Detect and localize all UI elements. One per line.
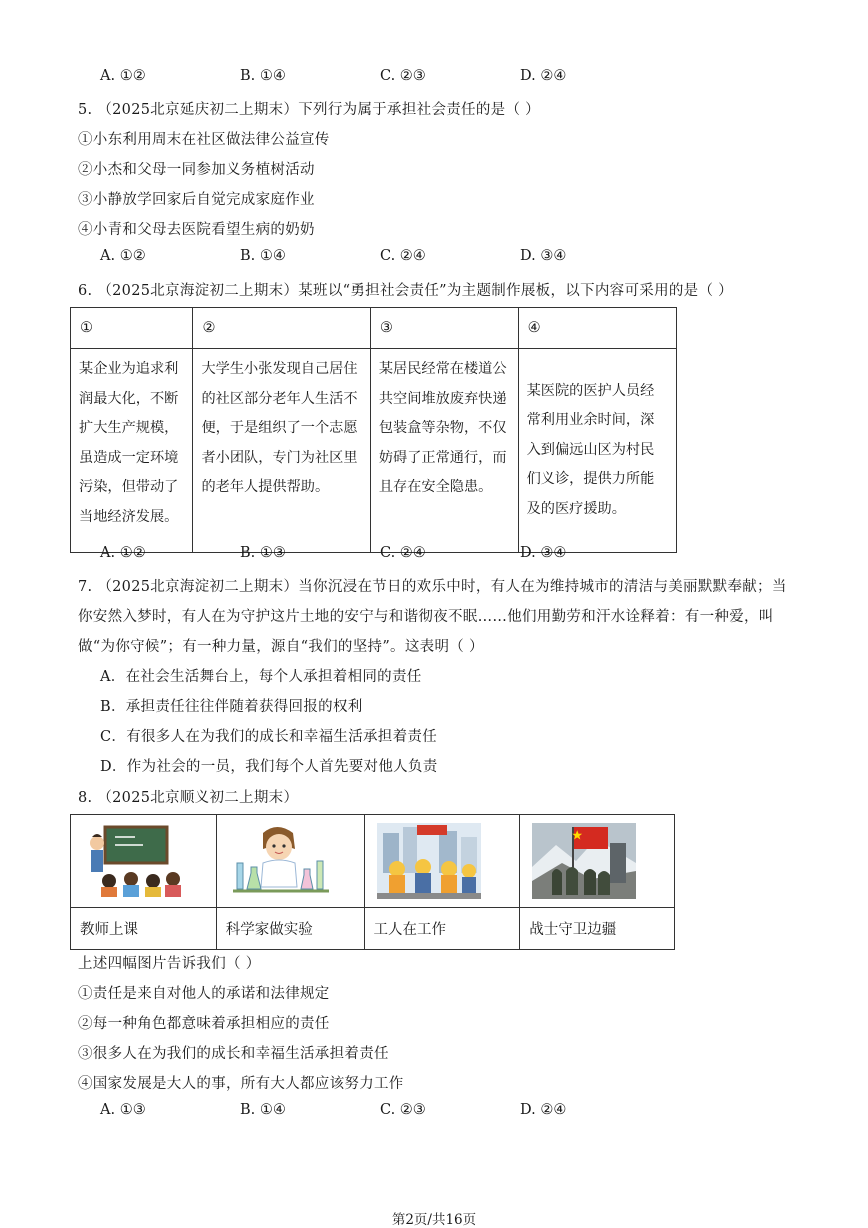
option[interactable]: B. ①④ bbox=[240, 248, 286, 264]
option[interactable]: C．有很多人在为我们的成长和幸福生活承担着责任 bbox=[100, 729, 437, 745]
option[interactable]: A. ①③ bbox=[100, 1102, 146, 1118]
q4-options bbox=[100, 68, 660, 84]
option[interactable]: C. ②④ bbox=[380, 248, 426, 264]
picture-cell bbox=[520, 815, 675, 908]
q7-stem-line: 你安然入梦时，有人在为守护这片土地的安宁与和谐彻夜不眠……他们用勤劳和汗水诠释着：有一种爱，叫 bbox=[78, 609, 774, 625]
picture-caption: 战士守卫边疆 bbox=[520, 908, 675, 950]
q8-stem: 8. （2025北京顺义初二上期末） bbox=[78, 790, 299, 806]
q8-item: ②每一种角色都意味着承担相应的责任 bbox=[78, 1016, 330, 1032]
option[interactable]: A. ①② bbox=[100, 248, 146, 264]
option[interactable]: A．在社会生活舞台上，每个人承担着相同的责任 bbox=[100, 669, 422, 685]
option[interactable]: C. ②③ bbox=[380, 68, 426, 84]
picture-caption: 工人在工作 bbox=[364, 908, 520, 950]
option[interactable]: C. ②④ bbox=[380, 545, 426, 561]
picture-caption: 教师上课 bbox=[71, 908, 217, 950]
option[interactable]: B. ①④ bbox=[240, 68, 286, 84]
q8-picture-table bbox=[70, 814, 675, 950]
q5-item: ②小杰和父母一同参加义务植树活动 bbox=[78, 162, 315, 178]
q6-options bbox=[100, 545, 660, 561]
option[interactable]: A. ①② bbox=[100, 545, 146, 561]
q8-item: ④国家发展是大人的事，所有大人都应该努力工作 bbox=[78, 1076, 404, 1092]
page-footer: 第2页/共16页 bbox=[391, 1212, 477, 1228]
q8-item: ①责任是来自对他人的承诺和法律规定 bbox=[78, 986, 330, 1002]
picture-cell bbox=[216, 815, 364, 908]
q5-item: ④小青和父母去医院看望生病的奶奶 bbox=[78, 222, 315, 238]
picture-cell bbox=[71, 815, 217, 908]
picture-caption: 科学家做实验 bbox=[216, 908, 364, 950]
q8-question: 上述四幅图片告诉我们（ ） bbox=[78, 956, 261, 972]
option[interactable]: D. ③④ bbox=[520, 545, 567, 561]
q6-stem: 6. （2025北京海淀初二上期末）某班以“勇担社会责任”为主题制作展板，以下内容可采用的是（ ） bbox=[78, 283, 733, 299]
q5-options bbox=[100, 248, 660, 264]
q5-stem: 5. （2025北京延庆初二上期末）下列行为属于承担社会责任的是（ ） bbox=[78, 102, 540, 118]
q6-table bbox=[70, 307, 677, 553]
table-header-cell: ② bbox=[193, 308, 370, 349]
option[interactable]: D. ②④ bbox=[520, 1102, 567, 1118]
table-header-cell: ① bbox=[71, 308, 193, 349]
option[interactable]: B. ①④ bbox=[240, 1102, 286, 1118]
option[interactable]: B. ①③ bbox=[240, 545, 286, 561]
q7-stem-line: 做“为你守候”；有一种力量，源自“我们的坚持”。这表明（ ） bbox=[78, 639, 484, 655]
table-cell: 大学生小张发现自己居住的社区部分老年人生活不便，于是组织了一个志愿者小团队，专门为社区里的老年人提供帮助。 bbox=[193, 349, 370, 553]
option[interactable]: D. ②④ bbox=[520, 68, 567, 84]
teacher-lecture-illustration bbox=[83, 823, 187, 899]
option[interactable]: D．作为社会的一员，我们每个人首先要对他人负责 bbox=[100, 759, 438, 775]
table-cell: 某居民经常在楼道公共空间堆放废弃快递包装盒等杂物，不仅妨碍了正常通行，而且存在安全隐患。 bbox=[370, 349, 518, 553]
workers-illustration bbox=[377, 823, 481, 899]
option[interactable]: A. ①② bbox=[100, 68, 146, 84]
picture-cell bbox=[364, 815, 520, 908]
q5-item: ③小静放学回家后自觉完成家庭作业 bbox=[78, 192, 315, 208]
soldiers-flag-photo bbox=[532, 823, 636, 899]
q8-options bbox=[100, 1102, 660, 1118]
table-cell: 某医院的医护人员经常利用业余时间，深入到偏远山区为村民们义诊，提供力所能及的医疗援助。 bbox=[518, 349, 676, 553]
table-header-cell: ③ bbox=[370, 308, 518, 349]
q7-stem-line: 7. （2025北京海淀初二上期末）当你沉浸在节日的欢乐中时，有人在为维持城市的清洁与美丽默默奉献；当 bbox=[78, 579, 787, 595]
option[interactable]: D. ③④ bbox=[520, 248, 567, 264]
q5-item: ①小东利用周末在社区做法律公益宣传 bbox=[78, 132, 330, 148]
scientist-experiment-illustration bbox=[229, 823, 333, 899]
option[interactable]: C. ②③ bbox=[380, 1102, 426, 1118]
table-header-cell: ④ bbox=[518, 308, 676, 349]
option[interactable]: B．承担责任往往伴随着获得回报的权利 bbox=[100, 699, 363, 715]
q8-item: ③很多人在为我们的成长和幸福生活承担着责任 bbox=[78, 1046, 389, 1062]
table-cell: 某企业为追求利润最大化，不断扩大生产规模，虽造成一定环境污染，但带动了当地经济发展。 bbox=[71, 349, 193, 553]
